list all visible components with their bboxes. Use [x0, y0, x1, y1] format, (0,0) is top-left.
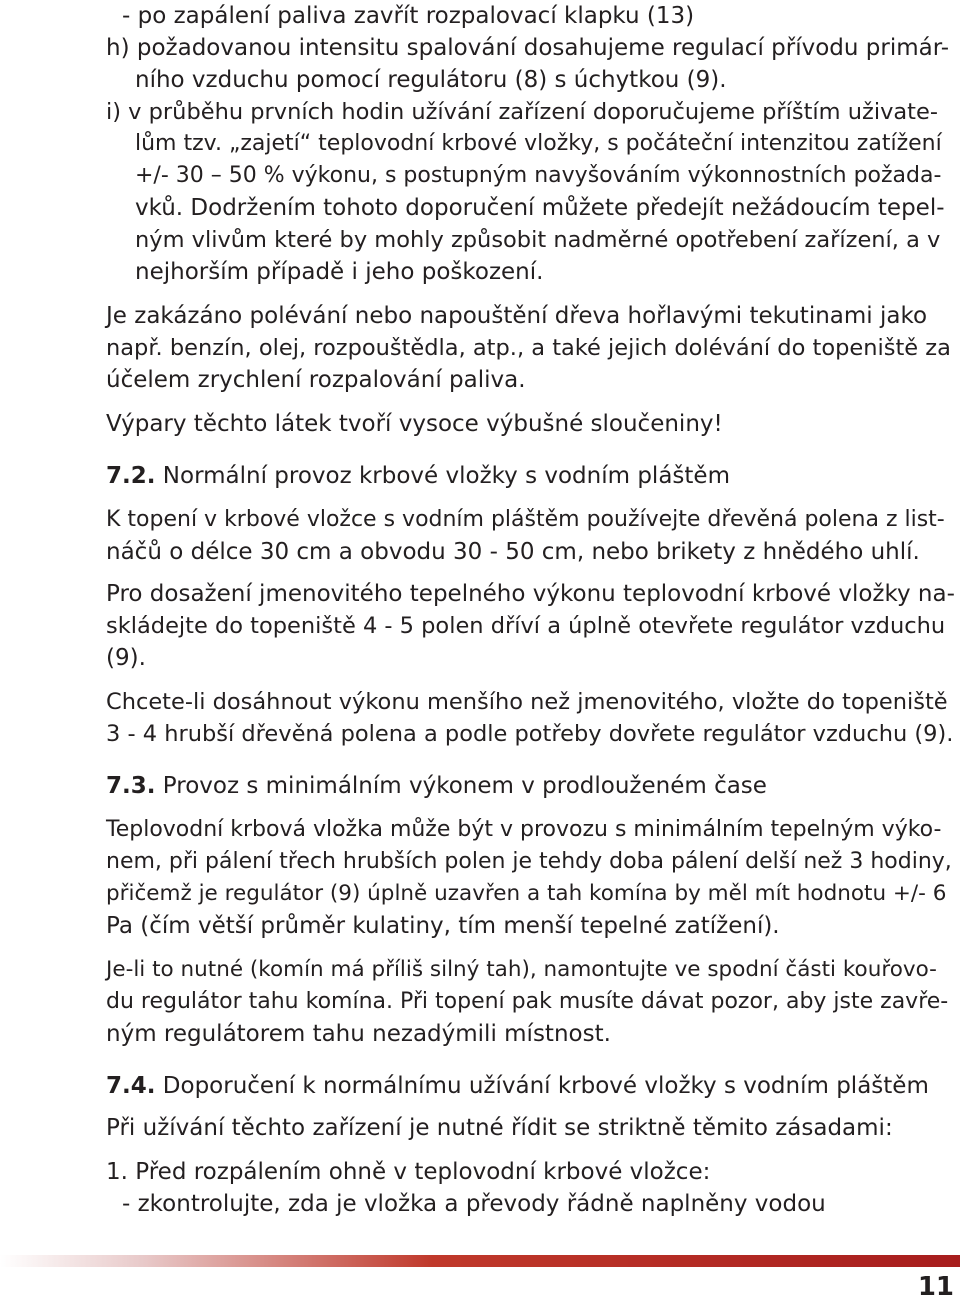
list-item-i-cont: nejhorším případě i jeho poškození. [135, 259, 544, 285]
paragraph-line: Chcete-li dosáhnout výkonu menšího než jmenovitého, vložte do topeniště [106, 689, 948, 715]
section-title: Doporučení k normálnímu užívání krbové vložky s vodním pláštěm [162, 1073, 929, 1099]
list-item-i-cont: vků. Dodržením tohoto doporučení můžete předejít nežádoucím tepel- [135, 195, 945, 221]
list-item-dash: - po zapálení paliva zavřít rozpalovací klapku (13) [122, 3, 695, 29]
section-heading-7-3 [106, 770, 767, 802]
section-title: Provoz s minimálním výkonem v prodlouženém čase [162, 773, 767, 799]
paragraph-line: Pro dosažení jmenovitého tepelného výkonu teplovodní krbové vložky na- [106, 581, 955, 607]
list-item-1: 1. Před rozpálením ohně v teplovodní krbové vložce: [106, 1159, 711, 1185]
section-heading-7-2 [106, 460, 730, 492]
page-number: 11 [917, 1272, 954, 1302]
section-heading-7-4 [106, 1070, 929, 1102]
list-item-i-cont: lům tzv. „zajetí“ teplovodní krbové vložky, s počáteční intenzitou zatížení [135, 131, 942, 156]
paragraph-line: (9). [106, 645, 146, 671]
list-item-1-sub: - zkontrolujte, zda je vložka a převody řádně naplněny vodou [122, 1191, 826, 1217]
list-item-i-cont: +/- 30 – 50 % výkonu, s postupným navyšováním výkonnostních požada- [135, 163, 942, 188]
warning-paragraph-line: např. benzín, olej, rozpouštědla, atp., a také jejich dolévání do topeniště za [106, 335, 951, 361]
paragraph-line: přičemž je regulátor (9) úplně uzavřen a tah komína by měl mít hodnotu +/- 6 [106, 881, 947, 906]
footer-accent-bar [0, 1255, 960, 1267]
list-item-i-cont: ným vlivům které by mohly způsobit nadměrné opotřebení zařízení, a v [135, 227, 941, 253]
section-number: 7.3. [106, 773, 156, 799]
paragraph-line: Při užívání těchto zařízení je nutné řídit se striktně těmito zásadami: [106, 1115, 893, 1141]
paragraph-line: 3 - 4 hrubší dřevěná polena a podle potřeby dovřete regulátor vzduchu (9). [106, 721, 954, 747]
section-title: Normální provoz krbové vložky s vodním pláštěm [162, 463, 730, 489]
paragraph-line: náčů o délce 30 cm a obvodu 30 - 50 cm, nebo brikety z hnědého uhlí. [106, 539, 920, 565]
list-item-h: h) požadovanou intensitu spalování dosahujeme regulací přívodu primár- [106, 35, 949, 61]
paragraph-line: K topení v krbové vložce s vodním pláštěm používejte dřevěná polena z list- [106, 507, 945, 532]
paragraph-line: ným regulátorem tahu nezadýmili místnost. [106, 1021, 611, 1047]
warning-paragraph-line: Je zakázáno polévání nebo napouštění dřeva hořlavými tekutinami jako [106, 303, 928, 329]
paragraph-line: Je-li to nutné (komín má příliš silný tah), namontujte ve spodní části kouřovo- [106, 957, 937, 982]
paragraph-line: Teplovodní krbová vložka může být v provozu s minimálním tepelným výko- [106, 817, 942, 842]
warning-paragraph-line: účelem zrychlení rozpalování paliva. [106, 367, 526, 393]
list-item-i: i) v průběhu prvních hodin užívání zařízení doporučujeme příštím uživate- [106, 99, 938, 125]
paragraph-line: nem, při pálení třech hrubších polen je tehdy doba pálení delší než 3 hodiny, [106, 849, 952, 874]
section-number: 7.2. [106, 463, 156, 489]
paragraph-line: Pa (čím větší průměr kulatiny, tím menší tepelné zatížení). [106, 913, 780, 939]
warning-final: Výpary těchto látek tvoří vysoce výbušné sloučeniny! [106, 411, 723, 437]
list-item-h-cont: ního vzduchu pomocí regulátoru (8) s úchytkou (9). [135, 67, 727, 93]
paragraph-line: du regulátor tahu komína. Při topení pak musíte dávat pozor, aby jste zavře- [106, 989, 949, 1014]
section-number: 7.4. [106, 1073, 156, 1099]
paragraph-line: skládejte do topeniště 4 - 5 polen dříví a úplně otevřete regulátor vzduchu [106, 613, 946, 639]
